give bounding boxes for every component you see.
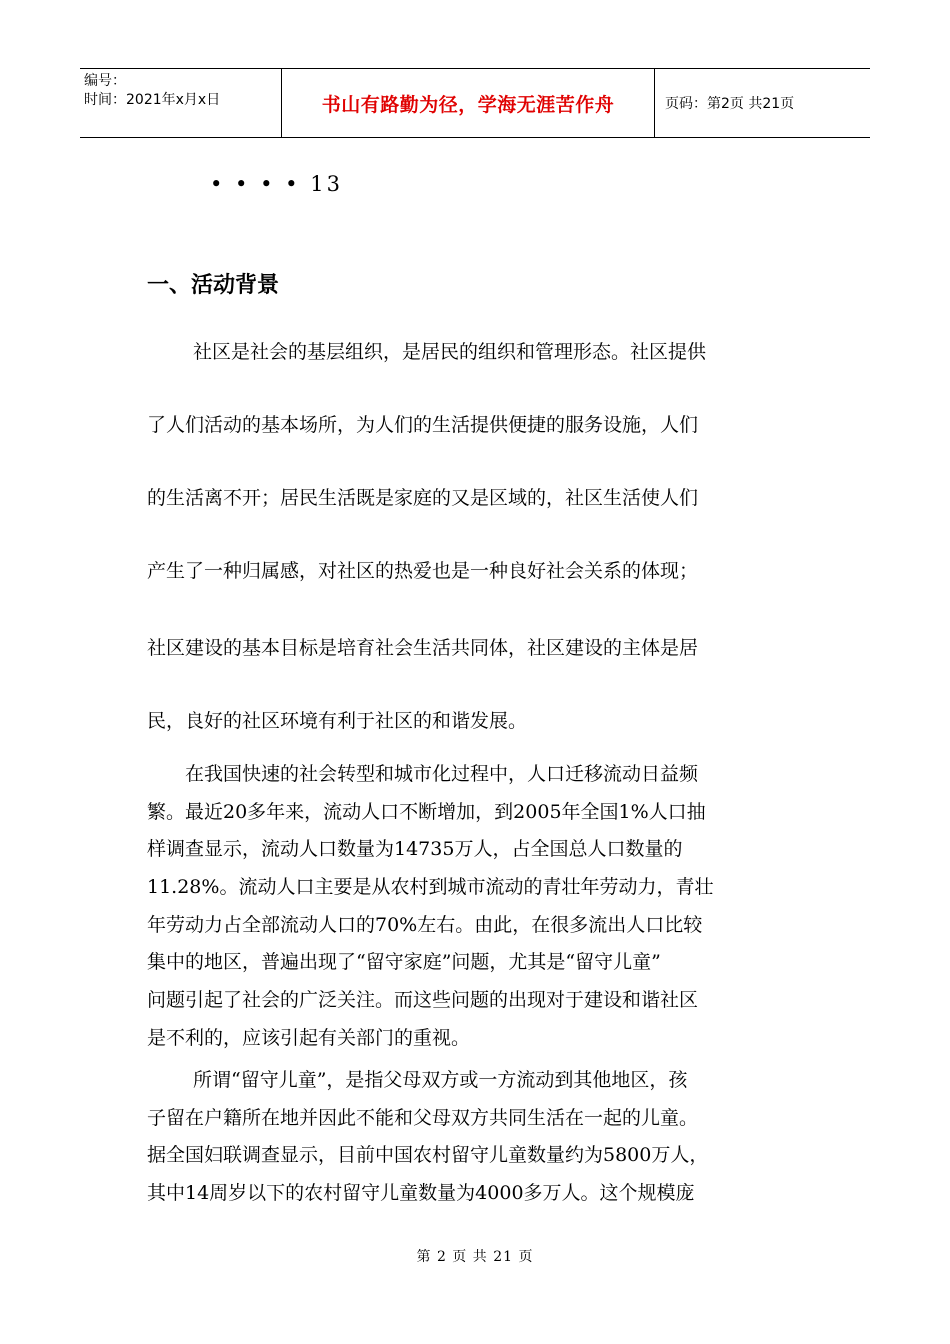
paragraph-line: 所谓“留守儿童”，是指父母双方或一方流动到其他地区，孩 xyxy=(193,1069,688,1091)
paragraph-line: 民，良好的社区环境有利于社区的和谐发展。 xyxy=(147,710,528,732)
paragraph-line: 社区建设的基本目标是培育社会生活共同体，社区建设的主体是居 xyxy=(147,637,699,659)
header-page-info: 页码：第2页 共21页 xyxy=(665,96,795,112)
page-footer: 第 2 页 共 21 页 xyxy=(416,1249,534,1265)
paragraph-line: 了人们活动的基本场所，为人们的生活提供便捷的服务设施，人们 xyxy=(147,414,699,436)
paragraph-line: 年劳动力占全部流动人口的70%左右。由此，在很多流出人口比较 xyxy=(147,914,703,936)
paragraph-line: 的生活离不开；居民生活既是家庭的又是区域的，社区生活使人们 xyxy=(147,487,699,509)
paragraph-line: 集中的地区，普遍出现了“留守家庭”问题，尤其是“留守儿童” xyxy=(147,951,661,973)
paragraph-line: 繁。最近20多年来，流动人口不断增加，到2005年全国1%人口抽 xyxy=(147,801,706,823)
paragraph-line: 其中14周岁以下的农村留守儿童数量为4000多万人。这个规模庞 xyxy=(147,1182,695,1204)
header-meta-cell xyxy=(80,69,282,137)
toc-line: • • • • 13 xyxy=(210,172,343,196)
paragraph-line: 子留在户籍所在地并因此不能和父母双方共同生活在一起的儿童。 xyxy=(147,1107,699,1129)
time-label: 时间：2021年x月x日 xyxy=(84,92,221,108)
header-motto: 书山有路勤为径，学海无涯苦作舟 xyxy=(282,69,655,137)
paragraph-line: 11.28%。流动人口主要是从农村到城市流动的青壮年劳动力，青壮 xyxy=(147,876,714,898)
paragraph-line: 据全国妇联调查显示，目前中国农村留守儿童数量约为5800万人， xyxy=(147,1144,709,1166)
paragraph-line: 问题引起了社会的广泛关注。而这些问题的出现对于建设和谐社区 xyxy=(147,989,699,1011)
paragraph-line: 产生了一种归属感，对社区的热爱也是一种良好社会关系的体现； xyxy=(147,560,699,582)
paragraph-line: 社区是社会的基层组织，是居民的组织和管理形态。社区提供 xyxy=(193,341,707,363)
page-header xyxy=(80,68,870,138)
paragraph-line: 在我国快速的社会转型和城市化过程中，人口迁移流动日益频 xyxy=(185,763,699,785)
number-label: 编号： xyxy=(84,73,126,89)
paragraph-line: 是不利的，应该引起有关部门的重视。 xyxy=(147,1027,471,1049)
paragraph-line: 样调查显示，流动人口数量为14735万人，占全国总人口数量的 xyxy=(147,838,683,860)
section-title: 一、活动背景 xyxy=(147,273,280,298)
